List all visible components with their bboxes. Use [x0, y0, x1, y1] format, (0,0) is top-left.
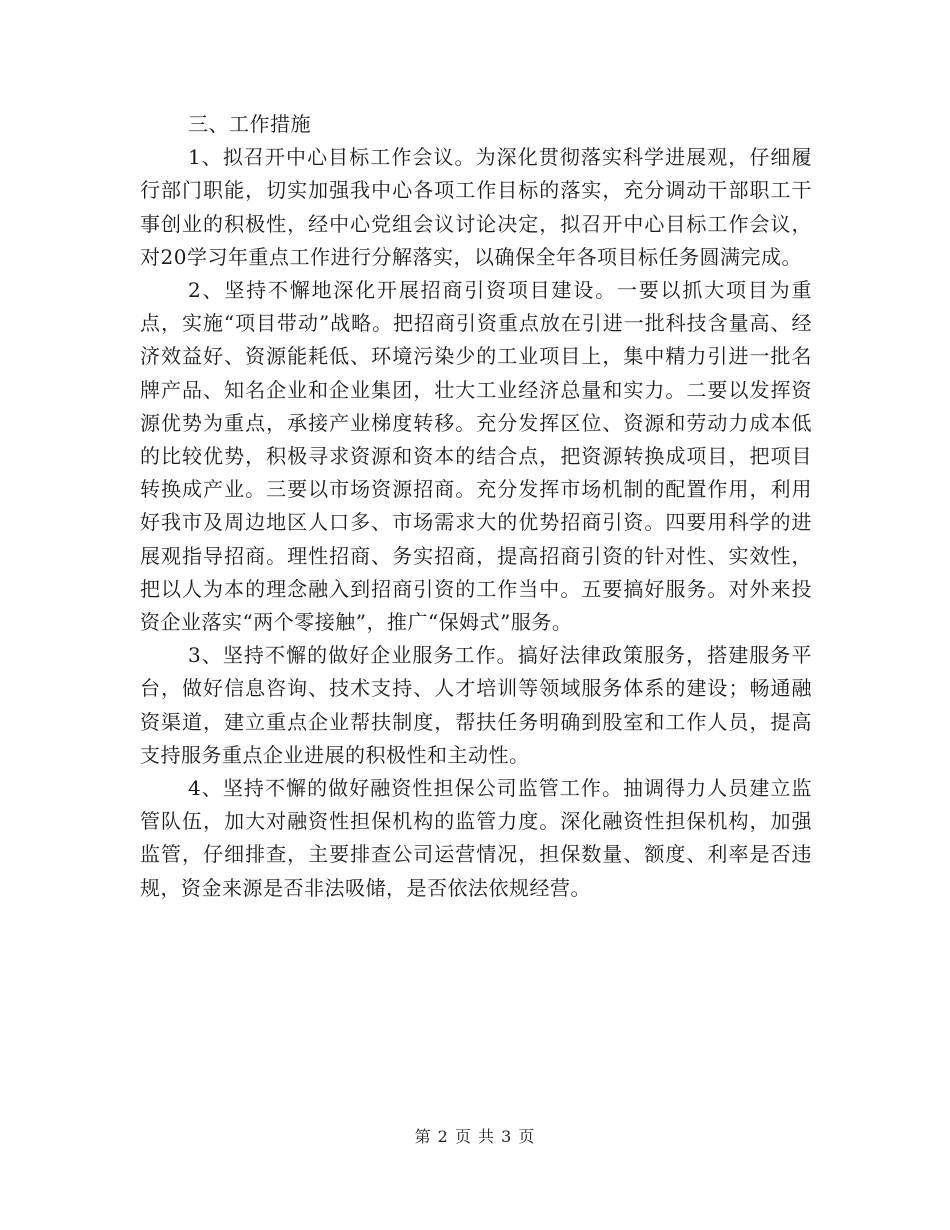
page-number-label: 第 2 页 共 3 页 [414, 1127, 536, 1146]
section-heading: 三、工作措施 [188, 112, 311, 136]
paragraph-2: 2、坚持不懈地深化开展招商引资项目建设。一要以抓大项目为重点，实施“项目带动”战略。把招商引资重点放在引进一批科技含量高、经济效益好、资源能耗低、环境污染少的工业项目上，集中精力引进一批名牌产品、知名企业和企业集团，壮大工业经济总量和实力。二要以发挥资源优势为重点，承接产业梯度转移。充分发挥区位、资源和劳动力成本低的比较优势，积极寻求资源和资本的结合点，把资源转换成项目，把项目转换成产业。三要以市场资源招商。充分发挥市场机制的配置作用，利用好我市及周边地区人口多、市场需求大的优势招商引资。四要用科学的进展观指导招商。理性招商、务实招商，提高招商引资的针对性、实效性，把以人为本的理念融入到招商引资的工作当中。五要搞好服务。对外来投资企业落实“两个零接触”，推广“保姆式”服务。 [140, 278, 812, 635]
paragraph-4: 4、坚持不懈的做好融资性担保公司监管工作。抽调得力人员建立监管队伍，加大对融资性担保机构的监管力度。深化融资性担保机构，加强监管，仔细排查，主要排查公司运营情况，担保数量、额度、利率是否违规，资金来源是否非法吸储，是否依法依规经营。 [140, 776, 812, 900]
page-footer [0, 1124, 950, 1147]
document-body [140, 108, 812, 905]
paragraph-3: 3、坚持不懈的做好企业服务工作。搞好法律政策服务，搭建服务平台，做好信息咨询、技术支持、人才培训等领域服务体系的建设；畅通融资渠道，建立重点企业帮扶制度，帮扶任务明确到股室和工作人员，提高支持服务重点企业进展的积极性和主动性。 [140, 643, 812, 767]
paragraph-1: 1、拟召开中心目标工作会议。为深化贯彻落实科学进展观，仔细履行部门职能，切实加强我中心各项工作目标的落实，充分调动干部职工干事创业的积极性，经中心党组会议讨论决定，拟召开中心目标工作会议，对20学习年重点工作进行分解落实，以确保全年各项目标任务圆满完成。 [140, 145, 812, 269]
